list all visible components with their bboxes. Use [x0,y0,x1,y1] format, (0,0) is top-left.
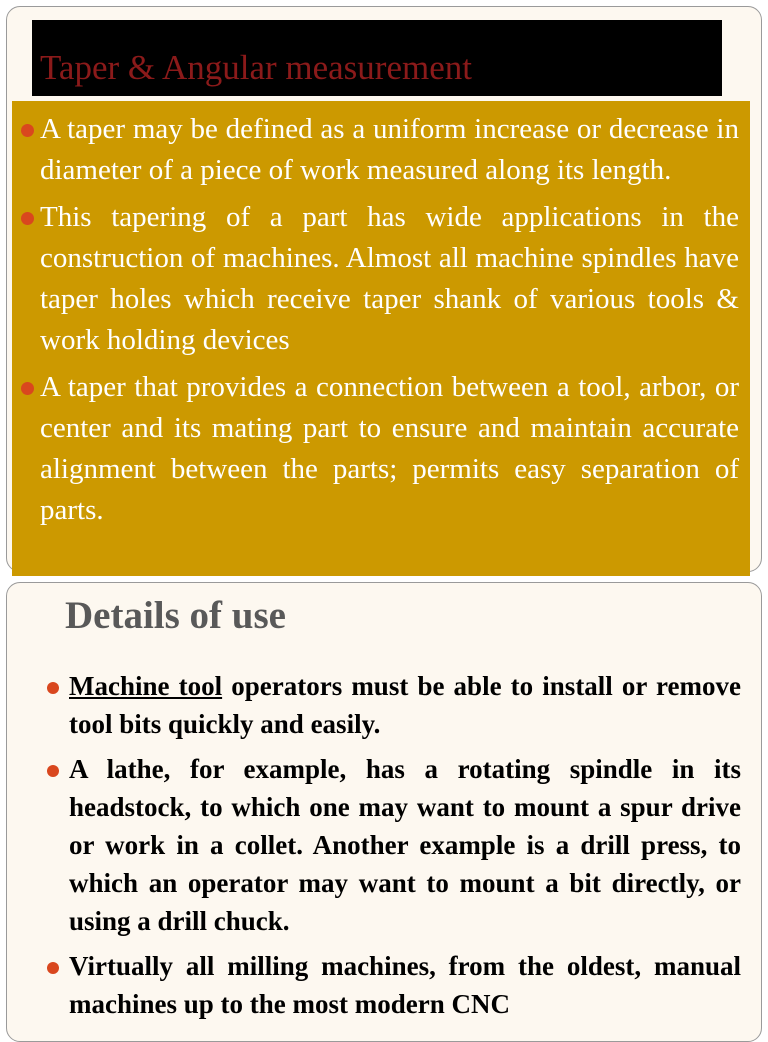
machine-tool-link[interactable]: Machine tool [69,671,223,701]
bullet-text: operators must be able to install or remove tool bits quickly and easily. [69,671,742,739]
bullet-text: A taper that provides a connection between a tool, arbor, or center and its mating part to ensure and maintain accurate alignment between the parts; permits easy separation of parts. [40,371,739,526]
bullet-dot-icon [21,212,34,225]
bullet-text: A taper may be defined as a uniform increase or decrease in diameter of a piece of work measured along its length. [40,113,739,186]
slide-2-bullet [69,750,741,940]
slide-2-bullet [69,667,741,743]
bullet-text: This tapering of a part has wide applications in the construction of machines. Almost all machine spindles have taper holes which receive taper shank of various tools & work holding devices [40,201,739,356]
slide-1-bullet [40,109,739,191]
slide-1-title: Taper & Angular measurement [40,48,472,87]
slide-2-title: Details of use [65,594,286,637]
bullet-dot-icon [47,765,59,777]
slide-2-bullet [69,947,741,1023]
bullet-dot-icon [21,382,34,395]
bullet-text: Virtually all milling machines, from the oldest, manual machines up to the most modern CNC [69,951,741,1019]
slide-1-bullet [40,367,739,531]
bullet-dot-icon [21,124,34,137]
bullet-dot-icon [47,962,59,974]
slide-1-content-box [12,101,750,576]
bullet-dot-icon [47,682,59,694]
bullet-text: A lathe, for example, has a rotating spindle in its headstock, to which one may want to mount a spur drive or work in a collet. Another example is a drill press, to which an operator may want to mount a bit directly, or using a drill chuck. [69,754,741,936]
slide-1-bullet [40,197,739,361]
slide-2-bullet-list [69,667,741,1030]
